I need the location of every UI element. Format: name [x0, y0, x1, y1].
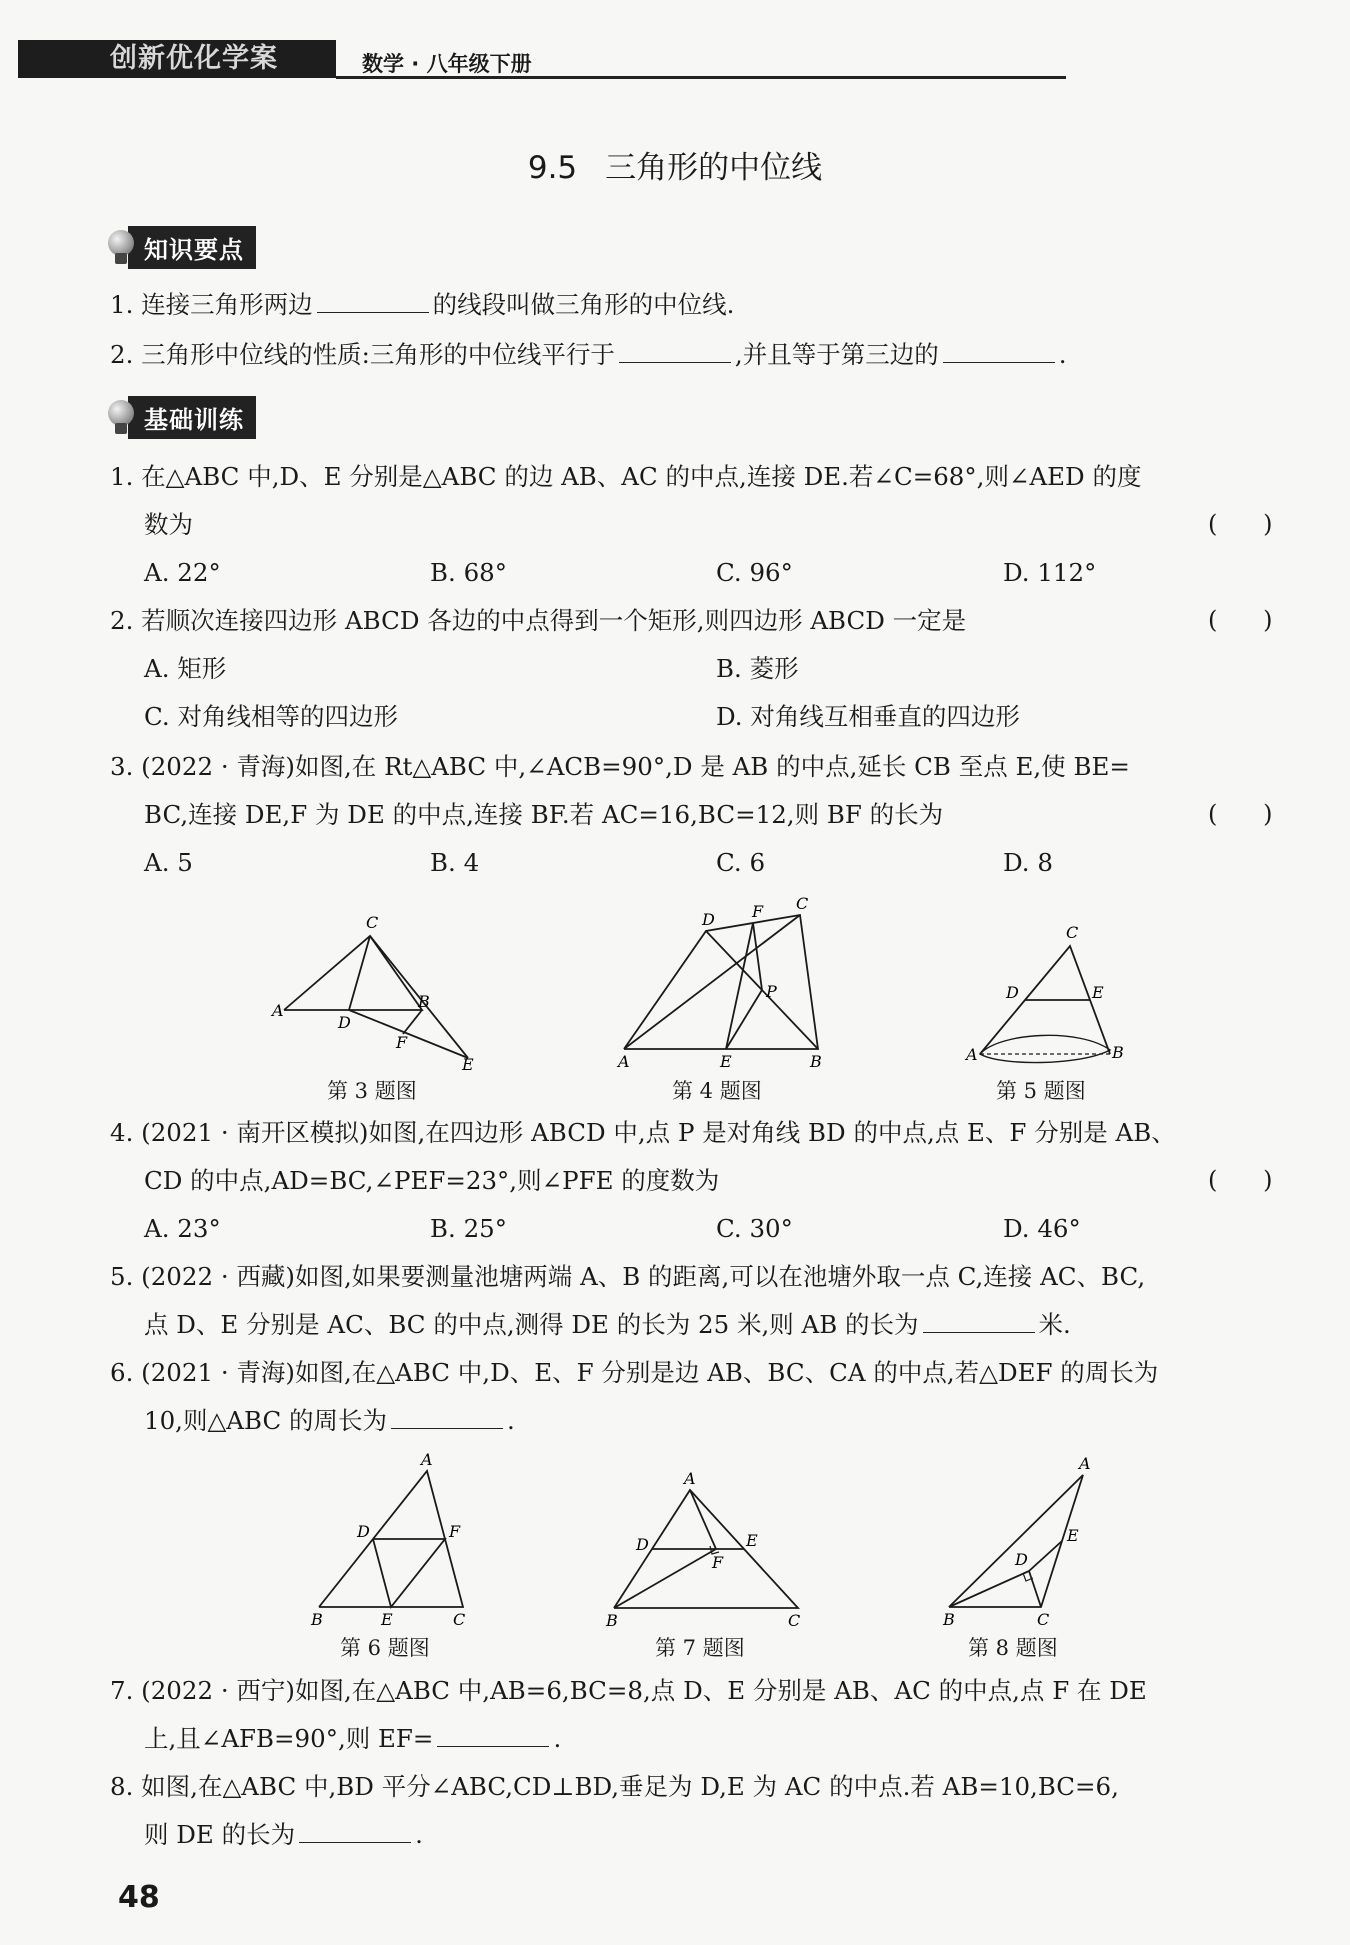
option-d: D. 46° — [1003, 1214, 1081, 1243]
answer-blank[interactable] — [923, 1310, 1035, 1333]
answer-blank[interactable] — [943, 340, 1055, 363]
fig5-label-c: C — [1066, 923, 1079, 942]
fig6-label-b: B — [311, 1610, 323, 1629]
question-7-line-1: 7. (2022 · 西宁)如图,在△ABC 中,AB=6,BC=8,点 D、E 分别是 AB、AC 的中点,点 F 在 DE — [110, 1676, 1147, 1705]
question-7-text-b: . — [553, 1724, 562, 1753]
figure-8-segment-1 — [949, 1475, 1083, 1607]
figure-7-diagram — [600, 1470, 810, 1630]
question-6-line-2 — [144, 1406, 515, 1436]
question-4-line-2: CD 的中点,AD=BC,∠PEF=23°,则∠PFE 的度数为 — [144, 1166, 720, 1195]
question-5-text-b: 米. — [1038, 1310, 1071, 1339]
question-8-text-b: . — [415, 1820, 423, 1849]
answer-blank[interactable] — [391, 1406, 503, 1429]
figure-8-segment-3 — [1029, 1571, 1041, 1607]
figure-4-segment-3 — [726, 923, 753, 1049]
question-6-text-b: . — [507, 1406, 515, 1435]
figure-5 — [960, 920, 1140, 1074]
fig6-label-f: F — [449, 1522, 461, 1541]
page-number: 48 — [118, 1880, 160, 1915]
figure-4-segment-1 — [624, 915, 818, 1049]
fig7-label-e: E — [746, 1531, 758, 1550]
fig3-label-b: B — [418, 992, 430, 1011]
figure-6-diagram — [305, 1450, 485, 1630]
fig7-label-c: C — [788, 1611, 801, 1630]
option-a: A. 22° — [144, 558, 221, 587]
fig8-label-e: E — [1067, 1526, 1079, 1545]
option-d: D. 112° — [1003, 558, 1097, 587]
answer-blank[interactable] — [437, 1724, 549, 1747]
fig3-label-e: E — [462, 1055, 474, 1074]
fig4-label-b: B — [810, 1052, 822, 1071]
figure-8-diagram — [935, 1455, 1115, 1630]
figure-7-caption: 第 7 题图 — [655, 1636, 745, 1660]
fig8-label-a: A — [1079, 1454, 1091, 1473]
answer-bracket[interactable]: ( ) — [1208, 1166, 1273, 1194]
section-basic-header — [108, 396, 256, 438]
fig8-label-c: C — [1037, 1610, 1050, 1629]
question-3-line-1: 3. (2022 · 青海)如图,在 Rt△ABC 中,∠ACB=90°,D 是 AB 的中点,延长 CB 至点 E,使 BE= — [110, 752, 1130, 781]
figure-7-segment-4 — [614, 1549, 716, 1608]
figure-5-diagram — [960, 920, 1140, 1070]
answer-bracket[interactable]: ( ) — [1208, 510, 1273, 538]
figure-8 — [935, 1455, 1115, 1634]
fig6-label-c: C — [453, 1610, 466, 1629]
figure-4-segment-4 — [726, 990, 762, 1049]
knowledge-item-1 — [110, 290, 734, 320]
fig7-label-a: A — [684, 1469, 696, 1488]
brand-banner: 创新优化学案 — [18, 40, 336, 78]
section-knowledge-header — [108, 226, 256, 268]
section-title: 三角形的中位线 — [605, 150, 823, 186]
fig8-label-b: B — [943, 1610, 955, 1629]
knowledge-1-text-a: 1. 连接三角形两边 — [110, 290, 313, 319]
figure-4-caption: 第 4 题图 — [672, 1079, 762, 1103]
knowledge-2-text-b: ,并且等于第三边的 — [734, 340, 939, 369]
fig3-label-f: F — [396, 1033, 408, 1052]
question-8-text-a: 则 DE 的长为 — [144, 1820, 296, 1849]
question-1-line-2: 数为 — [144, 510, 193, 539]
figure-6-segment-2 — [373, 1539, 445, 1607]
figure-3-caption: 第 3 题图 — [327, 1079, 417, 1103]
fig8-label-d: D — [1015, 1550, 1028, 1569]
fig5-label-e: E — [1092, 983, 1104, 1002]
answer-blank[interactable] — [619, 340, 731, 363]
question-5-text-a: 点 D、E 分别是 AC、BC 的中点,测得 DE 的长为 25 米,则 AB 的长为 — [144, 1310, 919, 1339]
option-c: C. 96° — [716, 558, 793, 587]
option-b: B. 68° — [430, 558, 508, 587]
fig3-label-a: A — [272, 1001, 284, 1020]
fig7-label-f: F — [712, 1553, 724, 1572]
fig4-label-a: A — [618, 1052, 630, 1071]
option-a: A. 矩形 — [144, 654, 227, 683]
question-2-line-1: 2. 若顺次连接四边形 ABCD 各边的中点得到一个矩形,则四边形 ABCD 一定是 — [110, 606, 967, 635]
question-7-line-2 — [144, 1724, 561, 1754]
figure-4-segment-5 — [753, 923, 762, 990]
lightbulb-icon — [108, 400, 134, 434]
section-knowledge-label: 知识要点 — [128, 226, 256, 269]
fig7-label-d: D — [636, 1535, 649, 1554]
option-c: C. 30° — [716, 1214, 793, 1243]
fig4-label-c: C — [796, 894, 809, 913]
option-d: D. 对角线互相垂直的四边形 — [716, 702, 1020, 731]
question-5-line-1: 5. (2022 · 西藏)如图,如果要测量池塘两端 A、B 的距离,可以在池塘外取一点 C,连接 AC、BC, — [110, 1262, 1146, 1291]
fig5-label-a: A — [966, 1045, 978, 1064]
fig5-label-d: D — [1006, 983, 1019, 1002]
answer-bracket[interactable]: ( ) — [1208, 606, 1273, 634]
figure-3-segment-5 — [403, 1010, 422, 1034]
option-a: A. 23° — [144, 1214, 221, 1243]
fig4-label-d: D — [702, 910, 715, 929]
option-b: B. 4 — [430, 848, 480, 877]
option-d: D. 8 — [1003, 848, 1053, 877]
answer-blank[interactable] — [317, 290, 429, 313]
knowledge-1-text-b: 的线段叫做三角形的中位线. — [432, 290, 735, 319]
question-7-text-a: 上,且∠AFB=90°,则 EF= — [144, 1724, 434, 1753]
figure-6-caption: 第 6 题图 — [340, 1636, 430, 1660]
answer-bracket[interactable]: ( ) — [1208, 800, 1273, 828]
fig3-label-d: D — [338, 1013, 351, 1032]
answer-blank[interactable] — [299, 1820, 411, 1843]
figure-3-segment-4 — [349, 1010, 468, 1058]
knowledge-item-2 — [110, 340, 1067, 370]
fig4-label-p: P — [766, 982, 777, 1001]
option-b: B. 菱形 — [716, 654, 799, 683]
figure-8-caption: 第 8 题图 — [968, 1636, 1058, 1660]
fig6-label-e: E — [381, 1610, 393, 1629]
option-a: A. 5 — [144, 848, 193, 877]
question-1-line-1: 1. 在△ABC 中,D、E 分别是△ABC 的边 AB、AC 的中点,连接 DE.若∠C=68°,则∠AED 的度 — [110, 462, 1142, 491]
figure-3 — [270, 910, 490, 1074]
question-5-line-2 — [144, 1310, 1071, 1340]
fig6-label-a: A — [421, 1450, 433, 1469]
lightbulb-icon — [108, 230, 134, 264]
subject-label: 数学 · 八年级下册 — [362, 52, 532, 76]
header-divider — [336, 76, 1066, 79]
figure-3-segment-3 — [349, 936, 370, 1010]
question-6-line-1: 6. (2021 · 青海)如图,在△ABC 中,D、E、F 分别是边 AB、BC、CA 的中点,若△DEF 的周长为 — [110, 1358, 1159, 1387]
question-8-line-2 — [144, 1820, 423, 1850]
question-3-line-2: BC,连接 DE,F 为 DE 的中点,连接 BF.若 AC=16,BC=12,则 BF 的长为 — [144, 800, 944, 829]
figure-3-diagram — [270, 910, 490, 1074]
section-number: 9.5 — [527, 150, 578, 186]
fig3-label-c: C — [366, 913, 379, 932]
knowledge-2-text-a: 2. 三角形中位线的性质:三角形的中位线平行于 — [110, 340, 615, 369]
knowledge-2-text-c: . — [1058, 340, 1067, 369]
figure-7-segment-3 — [690, 1490, 716, 1549]
fig4-label-f: F — [752, 902, 764, 921]
figure-8-segment-2 — [949, 1571, 1029, 1607]
fig6-label-d: D — [357, 1522, 370, 1541]
figure-6 — [305, 1450, 485, 1634]
question-8-line-1: 8. 如图,在△ABC 中,BD 平分∠ABC,CD⊥BD,垂足为 D,E 为 AC 的中点.若 AB=10,BC=6, — [110, 1772, 1119, 1801]
question-6-text-a: 10,则△ABC 的周长为 — [144, 1406, 387, 1435]
option-b: B. 25° — [430, 1214, 508, 1243]
fig4-label-e: E — [720, 1052, 732, 1071]
fig7-label-b: B — [606, 1611, 618, 1630]
option-c: C. 对角线相等的四边形 — [144, 702, 398, 731]
section-basic-label: 基础训练 — [128, 396, 256, 439]
page-title — [0, 142, 1350, 187]
fig5-label-b: B — [1112, 1043, 1124, 1062]
figure-4 — [610, 895, 830, 1079]
figure-4-diagram — [610, 895, 830, 1075]
figure-5-segment-3 — [980, 1035, 1110, 1062]
question-4-line-1: 4. (2021 · 南开区模拟)如图,在四边形 ABCD 中,点 P 是对角线 BD 的中点,点 E、F 分别是 AB、 — [110, 1118, 1176, 1147]
figure-7 — [600, 1470, 810, 1634]
option-c: C. 6 — [716, 848, 766, 877]
figure-5-caption: 第 5 题图 — [996, 1079, 1086, 1103]
